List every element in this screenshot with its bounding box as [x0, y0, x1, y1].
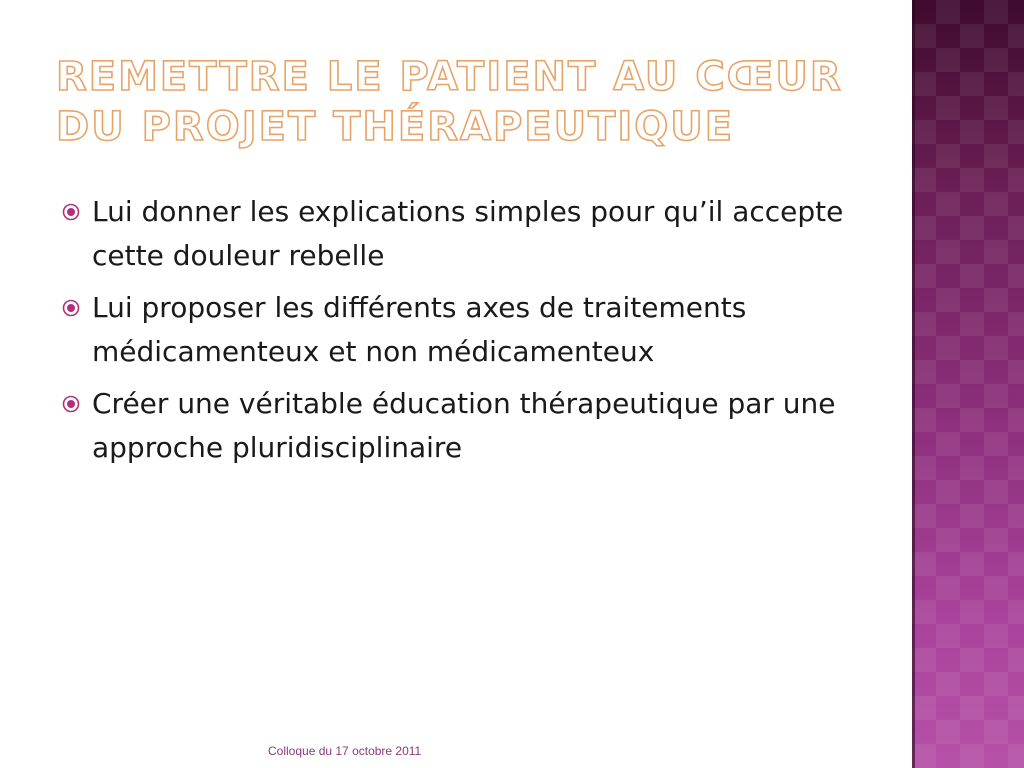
bullet-text: Créer une véritable éducation thérapeutique par une approche pluridisciplinaire — [92, 387, 836, 464]
radio-bullet-icon — [62, 299, 80, 317]
radio-bullet-icon — [62, 203, 80, 221]
slide-title-line-1: REMETTRE LE PATIENT AU CŒUR — [56, 54, 843, 100]
slide-title-line-2: DU PROJET THÉRAPEUTIQUE — [56, 104, 735, 150]
footer-date: Colloque du 17 octobre 2011 — [268, 744, 422, 758]
bullet-text: Lui proposer les différents axes de traitements médicamenteux et non médicamenteux — [92, 291, 747, 368]
slide-title — [56, 52, 896, 152]
decorative-side-panel — [912, 0, 1024, 768]
diamond-pattern — [912, 0, 1024, 768]
bullet-item — [62, 286, 862, 374]
radio-bullet-icon — [62, 395, 80, 413]
bullet-list — [62, 190, 862, 478]
bullet-item — [62, 382, 862, 470]
bullet-item — [62, 190, 862, 278]
side-panel-edge — [912, 0, 915, 768]
bullet-text: Lui donner les explications simples pour qu’il accepte cette douleur rebelle — [92, 195, 844, 272]
